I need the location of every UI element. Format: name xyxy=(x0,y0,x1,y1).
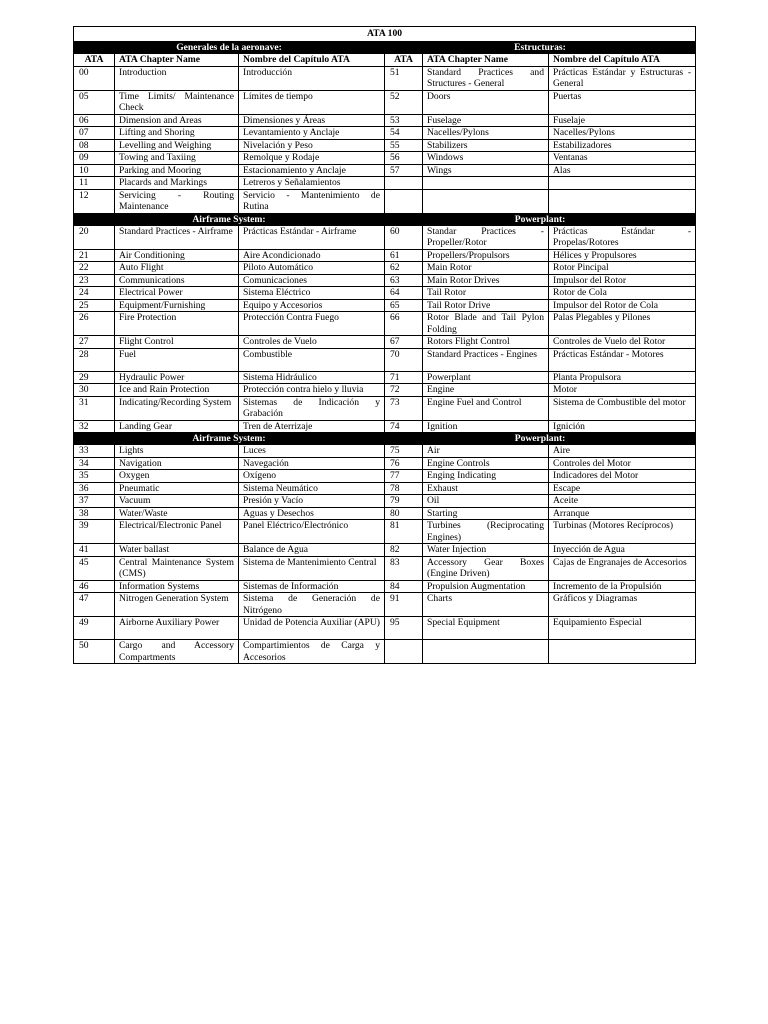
column-header-row xyxy=(74,54,696,67)
chapter-name-es-cell: Navegación xyxy=(239,457,385,470)
ata-number-cell: 39 xyxy=(74,520,115,544)
chapter-name-en-cell: Rotor Blade and Tail Pylon Folding xyxy=(423,312,549,336)
chapter-name-en-cell: Electrical/Electronic Panel xyxy=(115,520,239,544)
table-row xyxy=(74,348,696,371)
chapter-name-es-cell: Comunicaciones xyxy=(239,274,385,287)
table-row xyxy=(74,177,696,190)
chapter-name-es-cell: Remolque y Rodaje xyxy=(239,152,385,165)
chapter-name-en-cell: Engine Fuel and Control xyxy=(423,396,549,420)
ata-number-cell: 73 xyxy=(385,396,423,420)
chapter-name-en-cell: Propellers/Propulsors xyxy=(423,249,549,262)
chapter-name-es-cell: Fuselaje xyxy=(549,114,696,127)
ata-number-cell: 11 xyxy=(74,177,115,190)
chapter-name-es-cell: Balance de Agua xyxy=(239,544,385,557)
ata-number-cell: 53 xyxy=(385,114,423,127)
table-title-row xyxy=(74,27,696,42)
chapter-name-en-cell: Water Injection xyxy=(423,544,549,557)
chapter-name-en-cell xyxy=(423,177,549,190)
ata-number-cell: 28 xyxy=(74,348,115,371)
chapter-name-es-cell: Puertas xyxy=(549,90,696,114)
ata-number-cell: 46 xyxy=(74,580,115,593)
table-row xyxy=(74,384,696,397)
chapter-name-es-cell: Nivelación y Peso xyxy=(239,139,385,152)
table-row xyxy=(74,336,696,349)
chapter-name-en-cell: Air xyxy=(423,445,549,458)
table-row xyxy=(74,189,696,213)
chapter-name-es-cell: Cajas de Engranajes de Accesorios xyxy=(549,556,696,580)
ata-number-cell: 26 xyxy=(74,312,115,336)
ata-number-cell: 56 xyxy=(385,152,423,165)
table-row xyxy=(74,274,696,287)
chapter-name-en-cell: Rotors Flight Control xyxy=(423,336,549,349)
chapter-name-es-cell: Oxígeno xyxy=(239,470,385,483)
chapter-name-en-cell: Dimension and Areas xyxy=(115,114,239,127)
ata-number-cell: 05 xyxy=(74,90,115,114)
table-row xyxy=(74,371,696,384)
chapter-name-en-cell: Oxygen xyxy=(115,470,239,483)
chapter-name-es-cell: Sistema Hidráulico xyxy=(239,371,385,384)
chapter-name-es-cell: Alas xyxy=(549,164,696,177)
ata-number-cell: 66 xyxy=(385,312,423,336)
ata-number-cell: 72 xyxy=(385,384,423,397)
chapter-name-en-cell: Special Equipment xyxy=(423,617,549,640)
chapter-name-en-cell: Enging Indicating xyxy=(423,470,549,483)
ata-number-cell: 49 xyxy=(74,617,115,640)
chapter-name-es-cell: Planta Propulsora xyxy=(549,371,696,384)
ata-number-cell: 57 xyxy=(385,164,423,177)
ata-number-cell: 06 xyxy=(74,114,115,127)
ata-number-cell: 70 xyxy=(385,348,423,371)
ata-number-cell: 00 xyxy=(74,66,115,90)
chapter-name-es-cell: Introducción xyxy=(239,66,385,90)
ata-number-cell: 09 xyxy=(74,152,115,165)
chapter-name-es-cell xyxy=(549,640,696,664)
chapter-name-es-cell: Ignición xyxy=(549,420,696,433)
chapter-name-es-cell: Prácticas Estándar - Airframe xyxy=(239,225,385,249)
section-header-row xyxy=(74,42,696,54)
chapter-name-en-cell: Ice and Rain Protection xyxy=(115,384,239,397)
chapter-name-en-cell: Airborne Auxiliary Power xyxy=(115,617,239,640)
chapter-name-es-cell: Aire xyxy=(549,445,696,458)
table-title: ATA 100 xyxy=(74,27,696,42)
table-row xyxy=(74,457,696,470)
table-row xyxy=(74,66,696,90)
table-row xyxy=(74,287,696,300)
chapter-name-es-cell: Panel Eléctrico/Electrónico xyxy=(239,520,385,544)
chapter-name-en-cell: Lifting and Shoring xyxy=(115,127,239,140)
chapter-name-es-cell: Combustible xyxy=(239,348,385,371)
chapter-name-es-cell: Estabilizadores xyxy=(549,139,696,152)
chapter-name-es-cell: Sistemas de Información xyxy=(239,580,385,593)
column-header: Nombre del Capítulo ATA xyxy=(549,54,696,67)
ata-number-cell: 50 xyxy=(74,640,115,664)
chapter-name-en-cell: Placards and Markings xyxy=(115,177,239,190)
ata-number-cell: 35 xyxy=(74,470,115,483)
chapter-name-es-cell: Hélices y Propulsores xyxy=(549,249,696,262)
table-row xyxy=(74,593,696,617)
chapter-name-es-cell: Tren de Aterrizaje xyxy=(239,420,385,433)
chapter-name-en-cell xyxy=(423,640,549,664)
table-row xyxy=(74,152,696,165)
chapter-name-en-cell: Electrical Power xyxy=(115,287,239,300)
chapter-name-es-cell: Rotor de Cola xyxy=(549,287,696,300)
chapter-name-es-cell: Sistemas de Indicación y Grabación xyxy=(239,396,385,420)
section-header-row xyxy=(74,433,696,445)
chapter-name-en-cell: Fuel xyxy=(115,348,239,371)
chapter-name-en-cell: Standard Practices and Structures - General xyxy=(423,66,549,90)
chapter-name-es-cell xyxy=(549,189,696,213)
chapter-name-es-cell: Compartimientos de Carga y Accesorios xyxy=(239,640,385,664)
ata-number-cell: 64 xyxy=(385,287,423,300)
chapter-name-es-cell: Controles de Vuelo xyxy=(239,336,385,349)
chapter-name-es-cell: Sistema de Generación de Nitrógeno xyxy=(239,593,385,617)
chapter-name-es-cell: Equipo y Accesorios xyxy=(239,299,385,312)
chapter-name-es-cell: Prácticas Estándar y Estructuras - General xyxy=(549,66,696,90)
ata-number-cell: 31 xyxy=(74,396,115,420)
chapter-name-es-cell: Sistema Eléctrico xyxy=(239,287,385,300)
ata-number-cell: 21 xyxy=(74,249,115,262)
chapter-name-en-cell: Introduction xyxy=(115,66,239,90)
table-row xyxy=(74,482,696,495)
ata-number-cell: 95 xyxy=(385,617,423,640)
ata-number-cell: 65 xyxy=(385,299,423,312)
ata-number-cell: 51 xyxy=(385,66,423,90)
chapter-name-en-cell: Hydraulic Power xyxy=(115,371,239,384)
chapter-name-en-cell: Stabilizers xyxy=(423,139,549,152)
ata-number-cell: 23 xyxy=(74,274,115,287)
chapter-name-en-cell: Servicing - Routing Maintenance xyxy=(115,189,239,213)
table-row xyxy=(74,445,696,458)
ata-number-cell: 27 xyxy=(74,336,115,349)
chapter-name-en-cell: Main Rotor xyxy=(423,262,549,275)
chapter-name-en-cell: Tail Rotor Drive xyxy=(423,299,549,312)
section-header-right: Estructuras: xyxy=(385,42,696,54)
chapter-name-en-cell: Cargo and Accessory Compartments xyxy=(115,640,239,664)
ata-number-cell: 41 xyxy=(74,544,115,557)
chapter-name-es-cell: Sistema de Mantenimiento Central xyxy=(239,556,385,580)
chapter-name-en-cell: Standard Practices - Engines xyxy=(423,348,549,371)
table-row xyxy=(74,640,696,664)
chapter-name-en-cell: Standar Practices - Propeller/Rotor xyxy=(423,225,549,249)
table-row xyxy=(74,617,696,640)
section-header-right: Powerplant: xyxy=(385,433,696,445)
chapter-name-es-cell: Dimensiones y Áreas xyxy=(239,114,385,127)
ata-number-cell: 61 xyxy=(385,249,423,262)
table-row xyxy=(74,544,696,557)
ata-number-cell: 34 xyxy=(74,457,115,470)
table-row xyxy=(74,580,696,593)
chapter-name-en-cell: Tail Rotor xyxy=(423,287,549,300)
chapter-name-en-cell: Levelling and Weighing xyxy=(115,139,239,152)
chapter-name-en-cell: Landing Gear xyxy=(115,420,239,433)
column-header: ATA Chapter Name xyxy=(423,54,549,67)
ata-number-cell: 36 xyxy=(74,482,115,495)
chapter-name-es-cell: Controles de Vuelo del Rotor xyxy=(549,336,696,349)
ata-100-table xyxy=(73,26,696,664)
ata-number-cell: 25 xyxy=(74,299,115,312)
ata-number-cell: 55 xyxy=(385,139,423,152)
chapter-name-es-cell: Escape xyxy=(549,482,696,495)
chapter-name-en-cell: Wings xyxy=(423,164,549,177)
chapter-name-en-cell xyxy=(423,189,549,213)
ata-number-cell: 24 xyxy=(74,287,115,300)
chapter-name-es-cell: Aceite xyxy=(549,495,696,508)
chapter-name-es-cell: Controles del Motor xyxy=(549,457,696,470)
ata-number-cell: 07 xyxy=(74,127,115,140)
ata-number-cell: 80 xyxy=(385,507,423,520)
chapter-name-en-cell: Equipment/Furnishing xyxy=(115,299,239,312)
chapter-name-es-cell: Rotor Pincipal xyxy=(549,262,696,275)
chapter-name-es-cell: Aire Acondicionado xyxy=(239,249,385,262)
table-row xyxy=(74,164,696,177)
section-header-left: Airframe System: xyxy=(74,213,385,225)
chapter-name-es-cell xyxy=(549,177,696,190)
chapter-name-en-cell: Time Limits/ Maintenance Check xyxy=(115,90,239,114)
chapter-name-en-cell: Exhaust xyxy=(423,482,549,495)
ata-number-cell: 81 xyxy=(385,520,423,544)
table-row xyxy=(74,299,696,312)
chapter-name-es-cell: Impulsor del Rotor de Cola xyxy=(549,299,696,312)
table-row xyxy=(74,90,696,114)
chapter-name-es-cell: Prácticas Estándar - Propelas/Rotores xyxy=(549,225,696,249)
chapter-name-en-cell: Navigation xyxy=(115,457,239,470)
chapter-name-es-cell: Luces xyxy=(239,445,385,458)
table-row xyxy=(74,556,696,580)
chapter-name-es-cell: Nacelles/Pylons xyxy=(549,127,696,140)
ata-number-cell: 67 xyxy=(385,336,423,349)
chapter-name-es-cell: Protección Contra Fuego xyxy=(239,312,385,336)
chapter-name-en-cell: Ignition xyxy=(423,420,549,433)
ata-number-cell: 83 xyxy=(385,556,423,580)
ata-number-cell: 74 xyxy=(385,420,423,433)
chapter-name-es-cell: Motor xyxy=(549,384,696,397)
chapter-name-es-cell: Ventanas xyxy=(549,152,696,165)
table-row xyxy=(74,396,696,420)
chapter-name-en-cell: Starting xyxy=(423,507,549,520)
chapter-name-es-cell: Inyección de Agua xyxy=(549,544,696,557)
ata-number-cell: 77 xyxy=(385,470,423,483)
chapter-name-es-cell: Sistema Neumático xyxy=(239,482,385,495)
column-header: Nombre del Capítulo ATA xyxy=(239,54,385,67)
ata-number-cell: 60 xyxy=(385,225,423,249)
chapter-name-en-cell: Indicating/Recording System xyxy=(115,396,239,420)
chapter-name-en-cell: Standard Practices - Airframe xyxy=(115,225,239,249)
chapter-name-es-cell: Sistema de Combustible del motor xyxy=(549,396,696,420)
ata-number-cell: 62 xyxy=(385,262,423,275)
table-row xyxy=(74,520,696,544)
ata-number-cell: 54 xyxy=(385,127,423,140)
chapter-name-en-cell: Water ballast xyxy=(115,544,239,557)
chapter-name-en-cell: Fire Protection xyxy=(115,312,239,336)
chapter-name-en-cell: Information Systems xyxy=(115,580,239,593)
ata-number-cell xyxy=(385,189,423,213)
chapter-name-en-cell: Propulsion Augmentation xyxy=(423,580,549,593)
ata-number-cell: 78 xyxy=(385,482,423,495)
chapter-name-en-cell: Water/Waste xyxy=(115,507,239,520)
chapter-name-en-cell: Flight Control xyxy=(115,336,239,349)
chapter-name-es-cell: Protección contra hielo y lluvia xyxy=(239,384,385,397)
chapter-name-en-cell: Nitrogen Generation System xyxy=(115,593,239,617)
ata-number-cell: 79 xyxy=(385,495,423,508)
chapter-name-es-cell: Impulsor del Rotor xyxy=(549,274,696,287)
ata-number-cell: 12 xyxy=(74,189,115,213)
column-header: ATA xyxy=(74,54,115,67)
section-header-right: Powerplant: xyxy=(385,213,696,225)
chapter-name-es-cell: Presión y Vacío xyxy=(239,495,385,508)
chapter-name-es-cell: Piloto Automático xyxy=(239,262,385,275)
ata-number-cell: 32 xyxy=(74,420,115,433)
chapter-name-es-cell: Letreros y Señalamientos xyxy=(239,177,385,190)
chapter-name-en-cell: Engine xyxy=(423,384,549,397)
ata-number-cell: 91 xyxy=(385,593,423,617)
chapter-name-es-cell: Estacionamiento y Anclaje xyxy=(239,164,385,177)
chapter-name-en-cell: Communications xyxy=(115,274,239,287)
column-header: ATA Chapter Name xyxy=(115,54,239,67)
table-row xyxy=(74,127,696,140)
chapter-name-en-cell: Windows xyxy=(423,152,549,165)
ata-number-cell: 75 xyxy=(385,445,423,458)
table-row xyxy=(74,420,696,433)
ata-number-cell: 47 xyxy=(74,593,115,617)
chapter-name-en-cell: Lights xyxy=(115,445,239,458)
chapter-name-es-cell: Aguas y Desechos xyxy=(239,507,385,520)
ata-number-cell xyxy=(385,640,423,664)
chapter-name-es-cell: Gráficos y Diagramas xyxy=(549,593,696,617)
chapter-name-es-cell: Levantamiento y Anclaje xyxy=(239,127,385,140)
ata-number-cell: 71 xyxy=(385,371,423,384)
chapter-name-es-cell: Equipamiento Especial xyxy=(549,617,696,640)
ata-number-cell: 10 xyxy=(74,164,115,177)
chapter-name-en-cell: Air Conditioning xyxy=(115,249,239,262)
ata-number-cell: 30 xyxy=(74,384,115,397)
ata-number-cell: 82 xyxy=(385,544,423,557)
chapter-name-en-cell: Doors xyxy=(423,90,549,114)
chapter-name-en-cell: Charts xyxy=(423,593,549,617)
table-row xyxy=(74,262,696,275)
table-row xyxy=(74,312,696,336)
chapter-name-en-cell: Nacelles/Pylons xyxy=(423,127,549,140)
chapter-name-en-cell: Pneumatic xyxy=(115,482,239,495)
ata-number-cell: 38 xyxy=(74,507,115,520)
chapter-name-en-cell: Main Rotor Drives xyxy=(423,274,549,287)
chapter-name-es-cell: Incremento de la Propulsión xyxy=(549,580,696,593)
section-header-row xyxy=(74,213,696,225)
chapter-name-en-cell: Vacuum xyxy=(115,495,239,508)
ata-number-cell: 37 xyxy=(74,495,115,508)
ata-number-cell: 29 xyxy=(74,371,115,384)
ata-number-cell: 76 xyxy=(385,457,423,470)
ata-number-cell: 33 xyxy=(74,445,115,458)
chapter-name-es-cell: Indicadores del Motor xyxy=(549,470,696,483)
ata-number-cell xyxy=(385,177,423,190)
ata-number-cell: 63 xyxy=(385,274,423,287)
table-row xyxy=(74,114,696,127)
chapter-name-en-cell: Parking and Mooring xyxy=(115,164,239,177)
ata-number-cell: 84 xyxy=(385,580,423,593)
ata-number-cell: 08 xyxy=(74,139,115,152)
chapter-name-es-cell: Arranque xyxy=(549,507,696,520)
table-row xyxy=(74,249,696,262)
table-row xyxy=(74,139,696,152)
chapter-name-en-cell: Turbines (Reciprocating Engines) xyxy=(423,520,549,544)
chapter-name-es-cell: Límites de tiempo xyxy=(239,90,385,114)
chapter-name-en-cell: Central Maintenance System (CMS) xyxy=(115,556,239,580)
chapter-name-en-cell: Powerplant xyxy=(423,371,549,384)
table-row xyxy=(74,470,696,483)
chapter-name-en-cell: Towing and Taxiing xyxy=(115,152,239,165)
chapter-name-en-cell: Engine Controls xyxy=(423,457,549,470)
chapter-name-en-cell: Fuselage xyxy=(423,114,549,127)
chapter-name-es-cell: Servicio - Mantenimiento de Rutina xyxy=(239,189,385,213)
chapter-name-en-cell: Accessory Gear Boxes (Engine Driven) xyxy=(423,556,549,580)
table-row xyxy=(74,495,696,508)
chapter-name-es-cell: Turbinas (Motores Recíprocos) xyxy=(549,520,696,544)
section-header-left: Airframe System: xyxy=(74,433,385,445)
ata-number-cell: 20 xyxy=(74,225,115,249)
section-header-left: Generales de la aeronave: xyxy=(74,42,385,54)
chapter-name-es-cell: Unidad de Potencia Auxiliar (APU) xyxy=(239,617,385,640)
chapter-name-es-cell: Prácticas Estándar - Motores xyxy=(549,348,696,371)
chapter-name-es-cell: Palas Plegables y Pilones xyxy=(549,312,696,336)
chapter-name-en-cell: Auto Flight xyxy=(115,262,239,275)
table-row xyxy=(74,225,696,249)
column-header: ATA xyxy=(385,54,423,67)
ata-number-cell: 45 xyxy=(74,556,115,580)
ata-number-cell: 22 xyxy=(74,262,115,275)
ata-number-cell: 52 xyxy=(385,90,423,114)
chapter-name-en-cell: Oil xyxy=(423,495,549,508)
table-row xyxy=(74,507,696,520)
